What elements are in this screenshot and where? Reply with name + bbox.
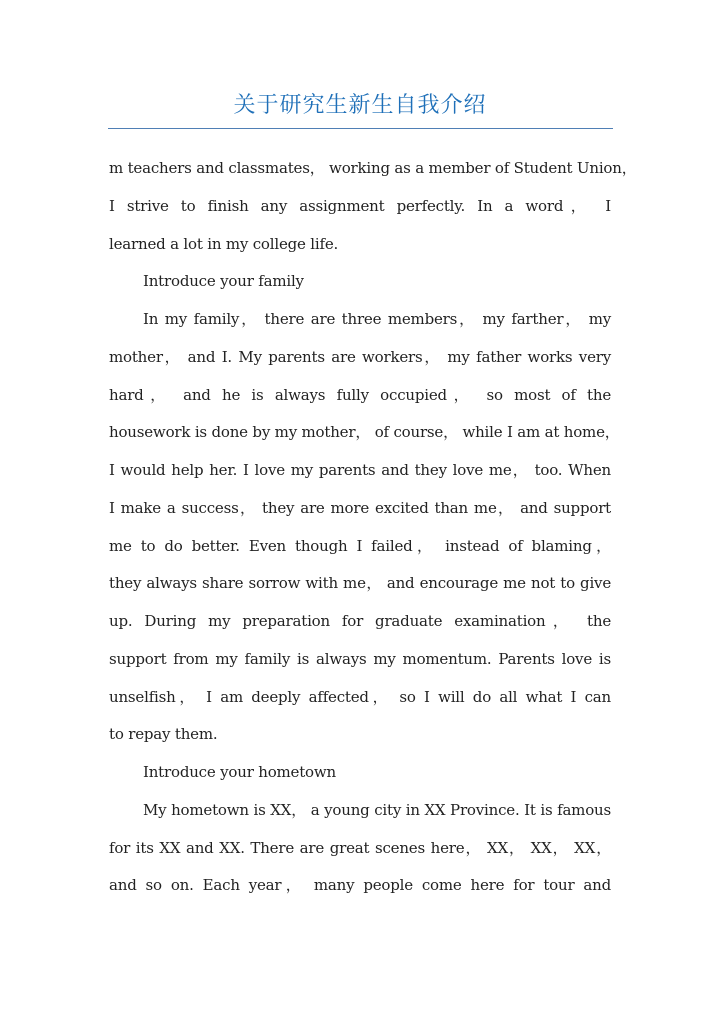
document-title: 关于研究生新生自我介绍: [233, 93, 487, 118]
body-line: In my family， there are three members， my farther， my: [143, 310, 611, 328]
body-line: for its XX and XX. There are great scenes here， XX， XX， XX，: [109, 838, 611, 857]
body-line: up. During my preparation for graduate examination， the: [109, 612, 611, 630]
body-line: me to do better. Even though I failed， instead of blaming，: [109, 536, 611, 555]
body-line: My hometown is XX， a young city in XX Province. It is famous: [143, 800, 611, 819]
body-line: I make a success， they are more excited than me， and support: [109, 498, 611, 517]
document-body: [109, 150, 637, 905]
body-line: support from my family is always my momentum. Parents love is: [109, 649, 611, 668]
body-line: hard， and he is always fully occupied， so most of the: [109, 385, 611, 404]
body-line: they always share sorrow with me， and encourage me not to give: [109, 574, 611, 593]
body-line: to repay them.: [109, 725, 218, 744]
body-line: learned a lot in my college life.: [109, 234, 339, 253]
title-divider: [108, 128, 613, 129]
body-line: housework is done by my mother， of course， while I am at home，: [109, 423, 620, 442]
body-line: I strive to finish any assignment perfectly. In a word， I: [109, 196, 611, 215]
body-line: and so on. Each year， many people come here for tour and: [109, 876, 611, 895]
section-heading-hometown: Introduce your hometown: [143, 763, 336, 781]
body-line: unselfish， I am deeply affected， so I will do all what I can: [109, 687, 611, 706]
section-heading-family: Introduce your family: [143, 272, 304, 291]
body-line: mother， and I. My parents are workers， my father works very: [109, 347, 611, 366]
body-line: m teachers and classmates， working as a member of Student Union，: [109, 159, 637, 177]
body-line: I would help her. I love my parents and they love me， too. When: [109, 461, 611, 479]
